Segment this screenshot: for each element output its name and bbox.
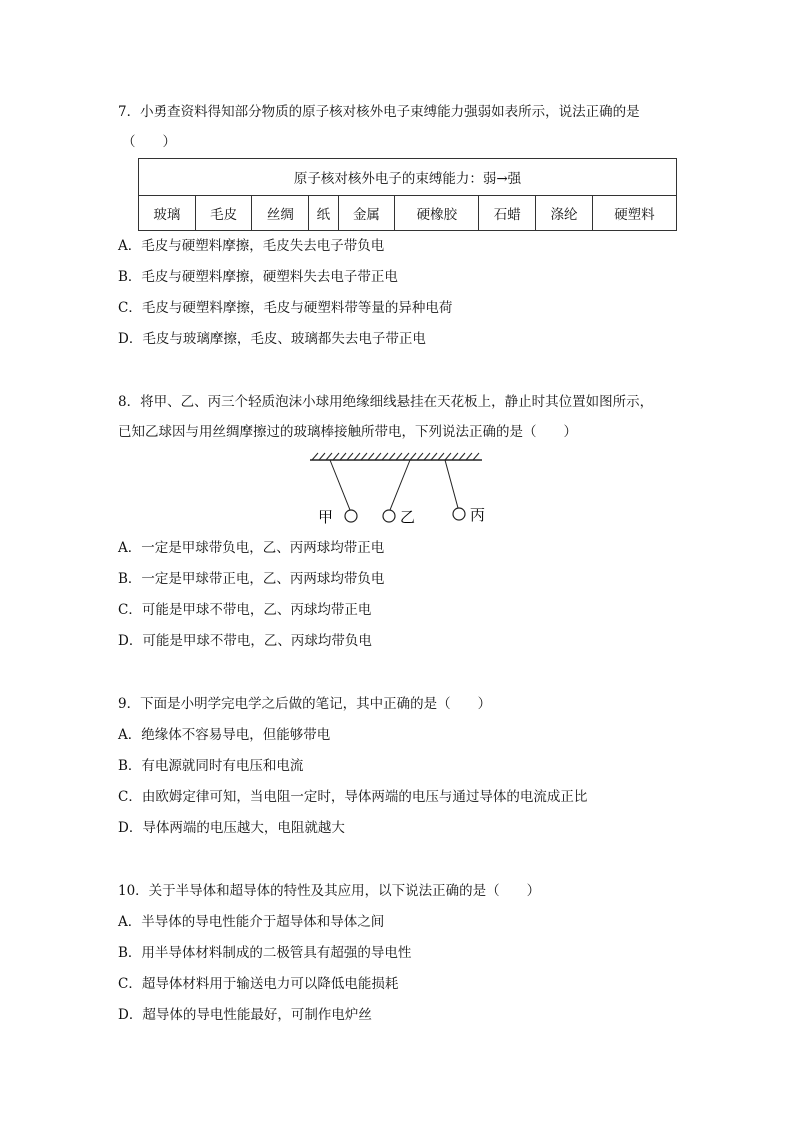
table-cell: 石蜡	[479, 196, 536, 231]
q10-option-d: D．超导体的导电性能最好，可制作电炉丝	[118, 1007, 372, 1023]
table-row	[139, 196, 677, 231]
q9-option-a: A．绝缘体不容易导电，但能够带电	[118, 727, 331, 743]
hanging-balls-figure	[300, 450, 500, 530]
q7-answer-paren: （ ）	[122, 134, 176, 150]
q8-option-a: A．一定是甲球带负电，乙、丙两球均带正电	[118, 540, 385, 556]
thread-yi	[390, 460, 410, 510]
ball-yi	[383, 510, 395, 522]
label-yi: 乙	[400, 508, 416, 526]
table-cell: 硬橡胶	[395, 196, 479, 231]
q8-stem-line1: 8．将甲、乙、丙三个轻质泡沫小球用绝缘细线悬挂在天花板上，静止时其位置如图所示，	[118, 394, 654, 410]
thread-jia	[330, 460, 350, 510]
q8-option-b: B．一定是甲球带正电，乙、丙两球均带负电	[118, 571, 385, 587]
q7-option-c: C．毛皮与硬塑料摩擦，毛皮与硬塑料带等量的异种电荷	[118, 300, 453, 316]
table-header: 原子核对核外电子的束缚能力：弱→强	[139, 159, 677, 196]
q8-stem-line2: 已知乙球因与用丝绸摩擦过的玻璃棒接触所带电，下列说法正确的是（ ）	[118, 424, 577, 440]
ball-jia	[345, 510, 357, 522]
table-cell: 金属	[338, 196, 395, 231]
q7-option-a: A．毛皮与硬塑料摩擦，毛皮失去电子带负电	[118, 238, 385, 254]
ball-bing	[453, 508, 465, 520]
q9-option-c: C．由欧姆定律可知，当电阻一定时，导体两端的电压与通过导体的电流成正比	[118, 789, 588, 805]
q8-option-d: D．可能是甲球不带电，乙、丙球均带负电	[118, 633, 372, 649]
q9-option-d: D．导体两端的电压越大，电阻就越大	[118, 820, 345, 836]
binding-ability-table	[138, 158, 677, 231]
q10-option-b: B．用半导体材料制成的二极管具有超强的导电性	[118, 945, 412, 961]
table-cell: 涤纶	[536, 196, 593, 231]
q10-option-c: C．超导体材料用于输送电力可以降低电能损耗	[118, 976, 399, 992]
ceiling-hatching	[312, 453, 479, 460]
table-cell: 硬塑料	[592, 196, 676, 231]
table-cell: 玻璃	[139, 196, 196, 231]
thread-bing	[445, 460, 458, 508]
q7-option-b: B．毛皮与硬塑料摩擦，硬塑料失去电子带正电	[118, 269, 398, 285]
label-bing: 丙	[470, 506, 486, 524]
table-cell: 纸	[309, 196, 338, 231]
label-jia: 甲	[318, 508, 334, 526]
table-cell: 毛皮	[195, 196, 252, 231]
q9-stem: 9．下面是小明学完电学之后做的笔记，其中正确的是（ ）	[118, 696, 492, 712]
table-cell: 丝绸	[252, 196, 309, 231]
q7-stem: 7．小勇查资料得知部分物质的原子核对核外电子束缚能力强弱如表所示，说法正确的是	[118, 104, 640, 120]
q10-option-a: A．半导体的导电性能介于超导体和导体之间	[118, 914, 385, 930]
q8-option-c: C．可能是甲球不带电，乙、丙球均带正电	[118, 602, 372, 618]
q9-option-b: B．有电源就同时有电压和电流	[118, 758, 304, 774]
q7-option-d: D．毛皮与玻璃摩擦，毛皮、玻璃都失去电子带正电	[118, 331, 426, 347]
q10-stem: 10．关于半导体和超导体的特性及其应用，以下说法正确的是（ ）	[118, 883, 541, 899]
